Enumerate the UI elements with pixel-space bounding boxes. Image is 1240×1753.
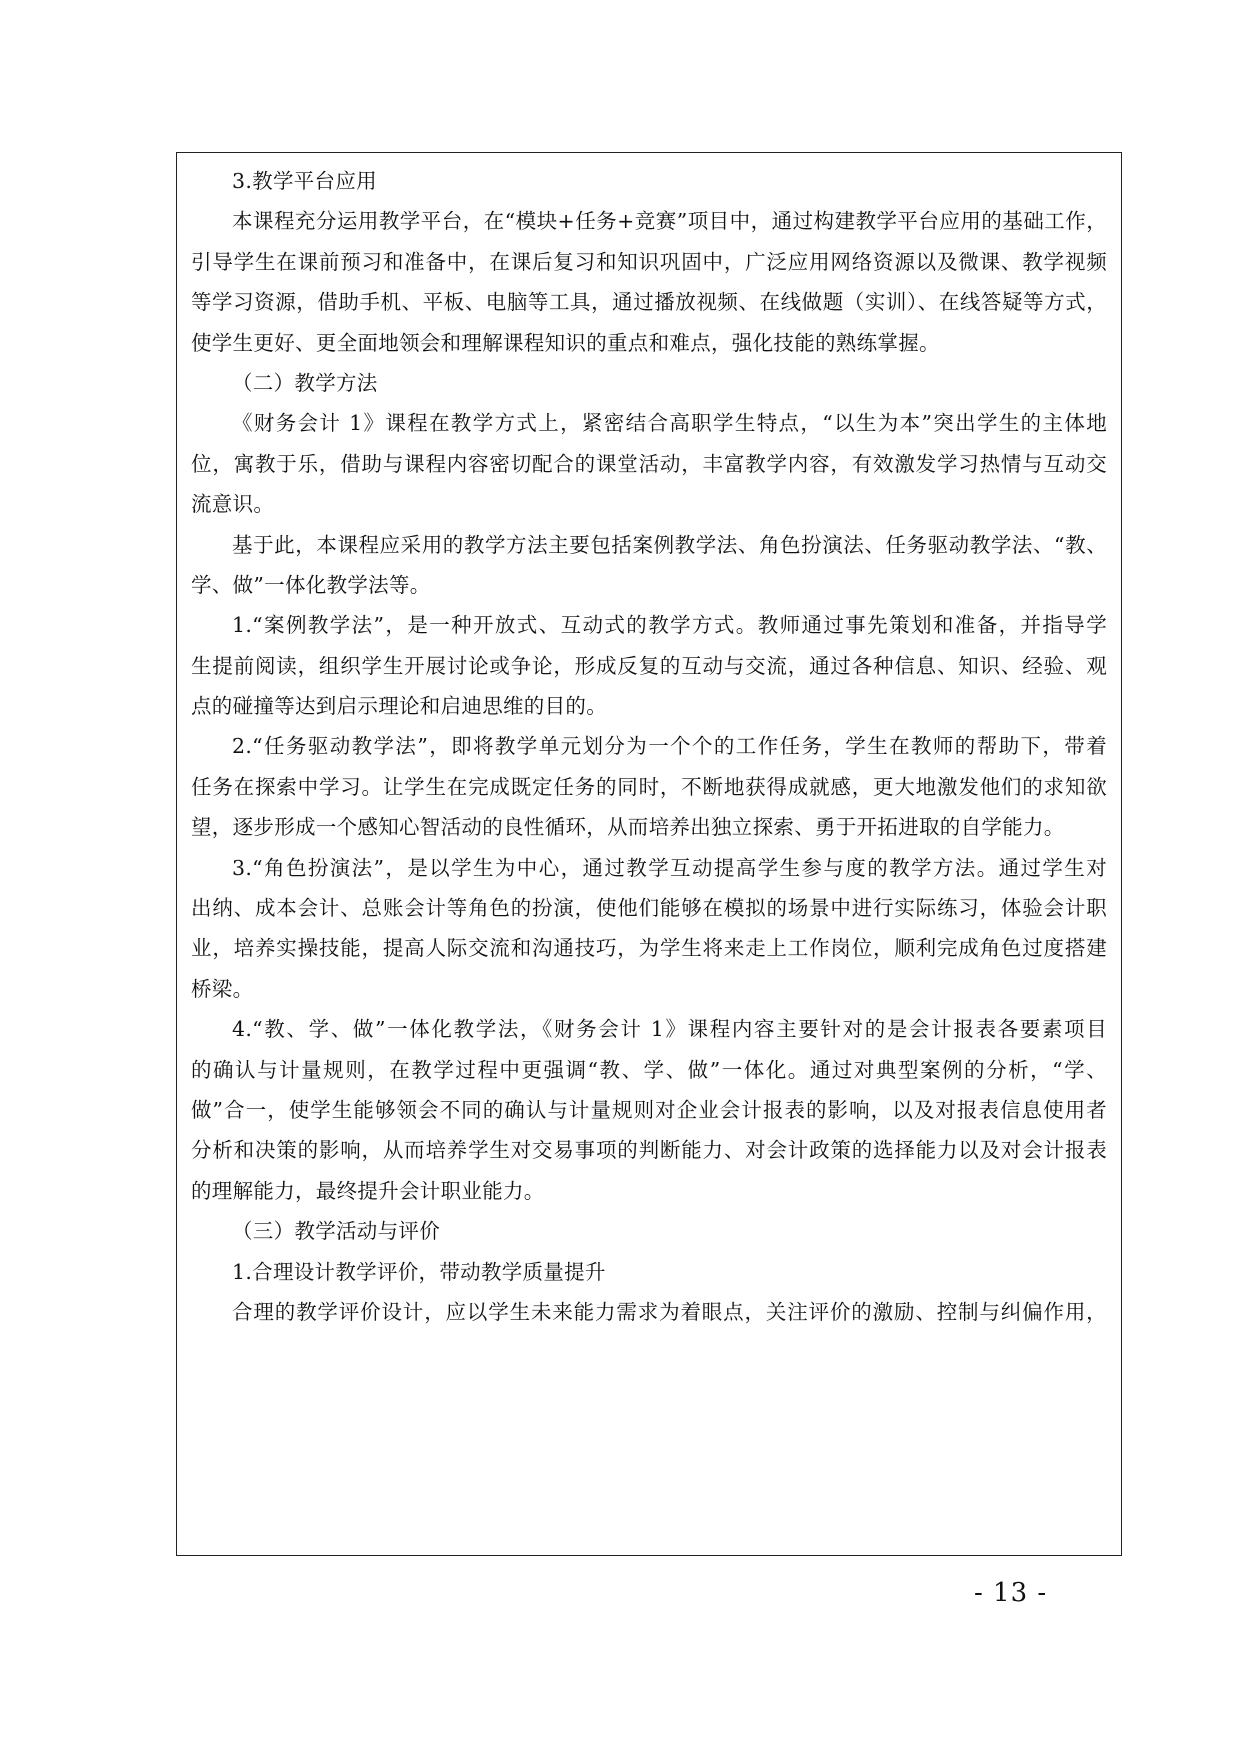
line-9: 流意识。: [191, 492, 275, 517]
line-16: 任务在探索中学习。让学生在完成既定任务的同时，不断地获得成就感，更大地激发他们的求知欲: [191, 774, 1107, 799]
line-2: 本课程充分运用教学平台，在“模块+任务+竞赛”项目中，通过构建教学平台应用的基础工作，: [232, 209, 1107, 234]
line-8: 位，寓教于乐，借助与课程内容密切配合的课堂活动，丰富教学内容，有效激发学习热情与互动交: [191, 451, 1107, 476]
page-number: - 13 -: [974, 1578, 1048, 1608]
line-27: （三）教学活动与评价: [232, 1219, 440, 1244]
line-24: 做”合一，使学生能够领会不同的确认与计量规则对企业会计报表的影响，以及对报表信息使用者: [191, 1097, 1107, 1122]
line-22: 4.“教、学、做”一体化教学法，《财务会计 1》课程内容主要针对的是会计报表各要素项目: [232, 1017, 1107, 1042]
line-18: 3.“角色扮演法”，是以学生为中心，通过教学互动提高学生参与度的教学方法。通过学生对: [232, 855, 1107, 880]
line-20: 业，培养实操技能，提高人际交流和沟通技巧，为学生将来走上工作岗位，顺利完成角色过度搭建: [191, 936, 1107, 961]
line-15: 2.“任务驱动教学法”，即将教学单元划分为一个个的工作任务，学生在教师的帮助下，带着: [232, 734, 1107, 759]
line-19: 出纳、成本会计、总账会计等角色的扮演，使他们能够在模拟的场景中进行实际练习，体验会计职: [191, 896, 1107, 921]
line-5: 使学生更好、更全面地领会和理解课程知识的重点和难点，强化技能的熟练掌握。: [191, 330, 940, 355]
line-26: 的理解能力，最终提升会计职业能力。: [191, 1178, 545, 1203]
line-21: 桥梁。: [191, 976, 254, 1001]
line-25: 分析和决策的影响，从而培养学生对交易事项的判断能力、对会计政策的选择能力以及对会计报表: [191, 1138, 1107, 1163]
line-4: 等学习资源，借助手机、平板、电脑等工具，通过播放视频、在线做题（实训）、在线答疑等方式，: [191, 290, 1107, 315]
line-12: 1.“案例教学法”，是一种开放式、互动式的教学方式。教师通过事先策划和准备，并指导学: [232, 613, 1107, 638]
line-13: 生提前阅读，组织学生开展讨论或争论，形成反复的互动与交流，通过各种信息、知识、经验、观: [191, 653, 1107, 678]
line-29: 合理的教学评价设计，应以学生未来能力需求为着眼点，关注评价的激励、控制与纠偏作用，: [232, 1299, 1107, 1324]
document-frame: [176, 152, 1122, 1556]
line-3: 引导学生在课前预习和准备中，在课后复习和知识巩固中，广泛应用网络资源以及微课、教学视频: [191, 249, 1107, 274]
line-10: 基于此，本课程应采用的教学方法主要包括案例教学法、角色扮演法、任务驱动教学法、“教、: [232, 532, 1107, 557]
line-17: 望，逐步形成一个感知心智活动的良性循环，从而培养出独立探索、勇于开拓进取的自学能力。: [191, 815, 1065, 840]
line-14: 点的碰撞等达到启示理论和启迪思维的目的。: [191, 694, 607, 719]
line-23: 的确认与计量规则，在教学过程中更强调“教、学、做”一体化。通过对典型案例的分析，“学、: [191, 1057, 1107, 1082]
line-28: 1.合理设计教学评价，带动教学质量提升: [232, 1259, 606, 1284]
line-7: 《财务会计 1》课程在教学方式上，紧密结合高职学生特点，“以生为本”突出学生的主体地: [232, 411, 1107, 436]
line-6: （二）教学方法: [232, 370, 378, 395]
line-11: 学、做”一体化教学法等。: [191, 572, 431, 597]
line-1: 3.教学平台应用: [232, 169, 377, 193]
